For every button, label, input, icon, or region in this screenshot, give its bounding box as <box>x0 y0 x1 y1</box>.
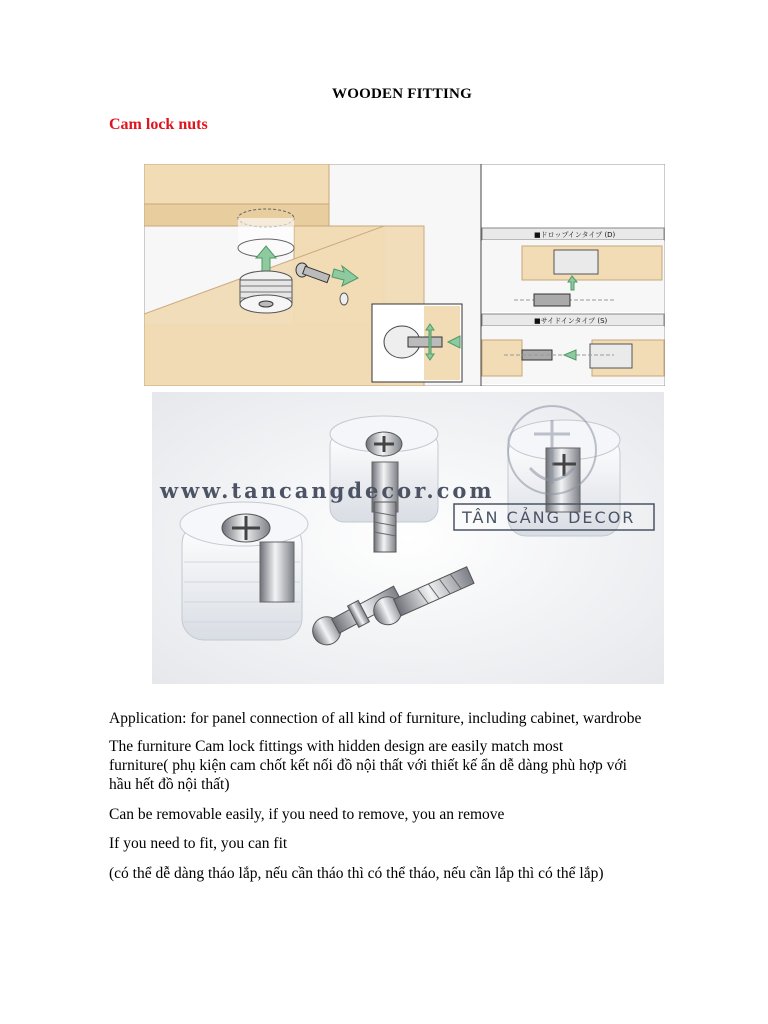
fit-paragraph: If you need to fit, you can fit <box>109 835 288 852</box>
cam-nut-icon <box>240 271 292 313</box>
removable-paragraph: Can be removable easily, if you need to remove, you an remove <box>109 806 505 823</box>
dowel-screw-icon <box>374 502 396 552</box>
cam-lock-diagram <box>144 164 665 386</box>
side-in-label: ■サイドインタイプ (S) <box>534 317 608 325</box>
description-line-1: The furniture Cam lock fittings with hidden design are easily match most <box>109 738 564 755</box>
application-paragraph: Application: for panel connection of all kind of furniture, including cabinet, wardrobe <box>109 710 642 727</box>
vietnamese-note-paragraph: (có thể dễ dàng tháo lắp, nếu cần tháo thì có thể tháo, nếu cần lắp thì có thể lắp) <box>109 865 604 882</box>
drop-in-label: ■ドロップインタイプ (D) <box>534 231 616 239</box>
watermark-brand: TÂN CẢNG DECOR <box>462 508 636 527</box>
description-line-2: furniture( phụ kiện cam chốt kết nối đồ nội thất với thiết kế ẩn dễ dàng phù hợp với <box>109 757 627 774</box>
product-photo <box>152 392 664 684</box>
description-paragraph <box>109 737 709 794</box>
description-line-3: hầu hết đồ nội thất) <box>109 776 230 793</box>
section-heading: Cam lock nuts <box>109 116 208 133</box>
watermark-url: www.tancangdecor.com <box>160 478 495 503</box>
page-title: WOODEN FITTING <box>332 86 472 102</box>
cam-nut-icon <box>180 502 308 640</box>
